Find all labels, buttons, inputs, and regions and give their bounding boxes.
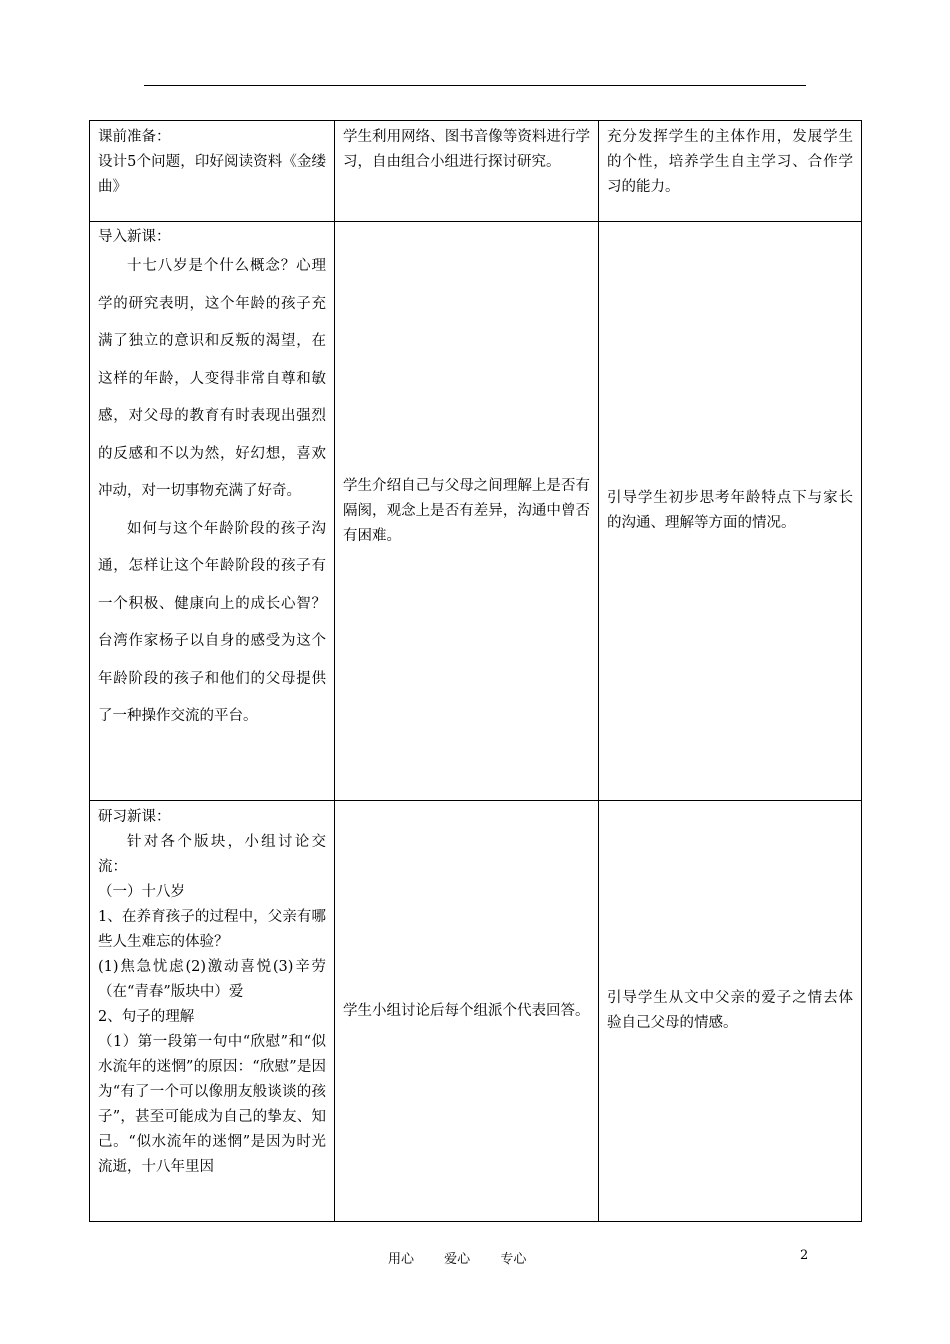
table-row (90, 801, 862, 1222)
teacher-activity-cell (90, 121, 335, 222)
cell-text: 充分发挥学生的主体作用，发展学生的个性，培养学生自主学习、合作学习的能力。 (607, 129, 853, 195)
table-row (90, 121, 862, 222)
section-label: 研习新课： (98, 809, 171, 825)
section-label: 课前准备： (98, 129, 171, 145)
lesson-plan-table (89, 120, 862, 1222)
paragraph: 如何与这个年龄阶段的孩子沟通，怎样让这个年龄阶段的孩子有一个积极、健康向上的成长心智？台湾作家杨子以自身的感受为这个年龄阶段的孩子和他们的父母提供了一种操作交流的平台。 (98, 520, 326, 724)
cell-text: 设计5个问题，印好阅读资料《金缕曲》 (98, 154, 326, 195)
footer-motto (388, 1248, 552, 1267)
teacher-activity-cell (90, 222, 335, 801)
header-rule (144, 85, 806, 86)
table-row (90, 222, 862, 801)
cell-text: 引导学生初步思考年龄特点下与家长的沟通、理解等方面的情况。 (607, 490, 853, 531)
question: 2、句子的理解 (98, 1009, 195, 1025)
cell-text: 学生小组讨论后每个组派个代表回答。 (343, 1002, 590, 1019)
sub-heading: （一）十八岁 (98, 884, 185, 900)
footer-item: 爱心 (444, 1252, 471, 1267)
paragraph: 十七八岁是个什么概念？心理学的研究表明，这个年龄的孩子充满了独立的意识和反叛的渴望，在这样的年龄，人变得非常自尊和敏感，对父母的教育有时表现出强烈的反感和不以为然，好幻想，喜欢冲动，对一切事物充满了好奇。 (98, 258, 326, 499)
footer-item: 用心 (388, 1252, 415, 1267)
design-intent-cell (599, 121, 862, 222)
footer-item: 专心 (500, 1252, 527, 1267)
question: 1、在养育孩子的过程中，父亲有哪些人生难忘的体验？ (98, 909, 326, 950)
student-activity-cell (335, 801, 599, 1222)
cell-text: 学生介绍自己与父母之间理解上是否有隔阂，观念上是否有差异，沟通中曾否有困难。 (343, 477, 590, 544)
cell-text: 引导学生从文中父亲的爱子之情去体验自己父母的情感。 (607, 990, 853, 1031)
paragraph: 针对各个版块，小组讨论交流： (98, 834, 326, 875)
student-activity-cell (335, 222, 599, 801)
paragraph: （1）第一段第一句中“欣慰”和“似水流年的迷惘”的原因：“欣慰”是因为“有了一个可以像朋友般谈谈的孩子”，甚至可能成为自己的挚友、知己。“似水流年的迷惘”是因为时光流逝，十八年里因 (98, 1034, 326, 1175)
answer: (1)焦急忧虑(2)激动喜悦(3)辛劳（在“青春”版块中）爱 (98, 959, 326, 1000)
section-label: 导入新课： (98, 229, 171, 245)
cell-text: 学生利用网络、图书音像等资料进行学习，自由组合小组进行探讨研究。 (343, 129, 590, 170)
design-intent-cell (599, 801, 862, 1222)
page-number: 2 (800, 1248, 809, 1263)
teacher-activity-cell (90, 801, 335, 1222)
design-intent-cell (599, 222, 862, 801)
student-activity-cell (335, 121, 599, 222)
